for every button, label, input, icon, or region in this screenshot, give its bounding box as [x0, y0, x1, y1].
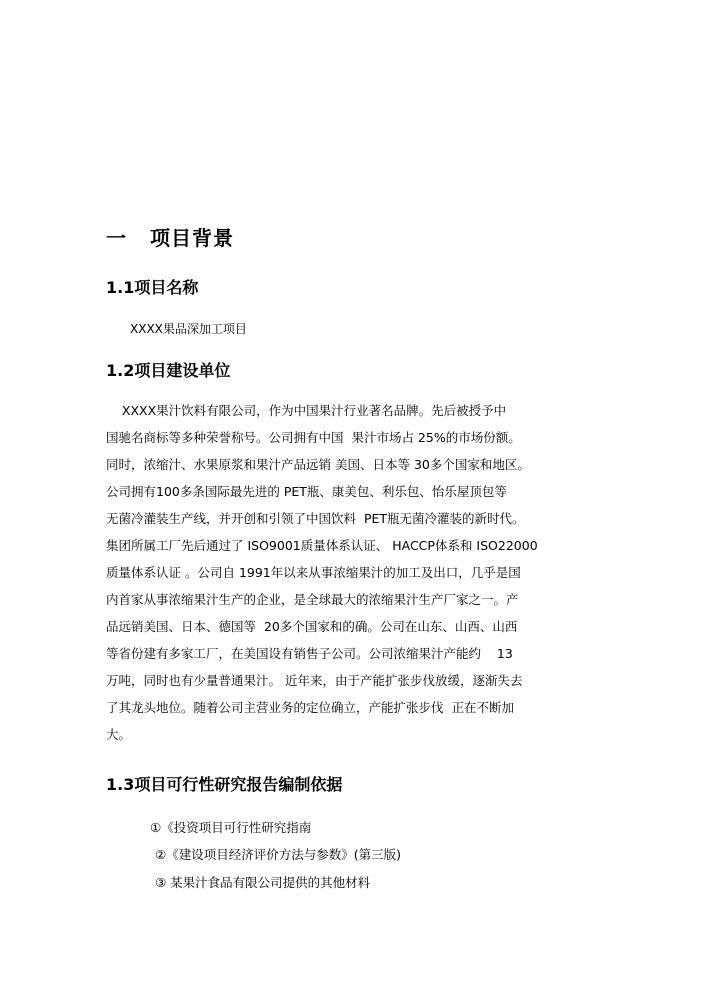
reference-item: ①《投资项目可行性研究指南 — [150, 820, 312, 835]
paragraph-line: 等省份建有多家工厂，在美国设有销售子公司。公司浓缩果汁产能约 13 — [106, 646, 513, 661]
paragraph-line: 了其龙头地位。随着公司主营业务的定位确立，产能扩张步伐 正在不断加 — [106, 700, 514, 715]
paragraph-line: 集团所属工厂先后通过了 ISO9001质量体系认证、 HACCP体系和 ISO22000 — [106, 538, 538, 553]
section-1-3-heading: 1.3项目可行性研究报告编制依据 — [106, 775, 343, 794]
project-name-text: XXXX果品深加工项目 — [130, 322, 247, 336]
section-1-1-heading: 1.1项目名称 — [106, 278, 199, 297]
paragraph-line: 大。 — [106, 727, 132, 742]
paragraph-line: XXXX果汁饮料有限公司，作为中国果汁行业著名品牌。先后被授予中 — [106, 403, 507, 418]
paragraph-line: 品远销美国、日本、德国等 20多个国家和的确。公司在山东、山西、山西 — [106, 619, 518, 634]
paragraph-line: 内首家从事浓缩果汁生产的企业，是全球最大的浓缩果汁生产厂家之一。产 — [106, 592, 519, 607]
chapter-number: 一 — [106, 226, 127, 250]
reference-item: ③ 某果汁食品有限公司提供的其他材料 — [155, 875, 371, 890]
section-1-2-heading: 1.2项目建设单位 — [106, 361, 231, 380]
paragraph-line: 公司拥有100多条国际最先进的 PET瓶、康美包、利乐包、怡乐屋顶包等 — [106, 484, 507, 499]
paragraph-line: 同时，浓缩汁、水果原浆和果汁产品远销 美国、日本等 30多个国家和地区。 — [106, 457, 530, 472]
paragraph-line: 无菌冷灌装生产线，并开创和引领了中国饮料 PET瓶无菌冷灌装的新时代。 — [106, 511, 525, 526]
chapter-heading — [106, 222, 234, 251]
paragraph-line: 质量体系认证 。公司自 1991年以来从事浓缩果汁的加工及出口，几乎是国 — [106, 565, 521, 580]
reference-item: ②《建设项目经济评价方法与参数》(第三版) — [155, 847, 401, 862]
paragraph-line: 国驰名商标等多种荣誉称号。公司拥有中国 果汁市场占 25%的市场份额。 — [106, 430, 521, 445]
chapter-title: 项目背景 — [150, 226, 234, 250]
paragraph-line: 万吨，同时也有少量普通果汁。 近年来，由于产能扩张步伐放缓，逐渐失去 — [106, 673, 523, 688]
